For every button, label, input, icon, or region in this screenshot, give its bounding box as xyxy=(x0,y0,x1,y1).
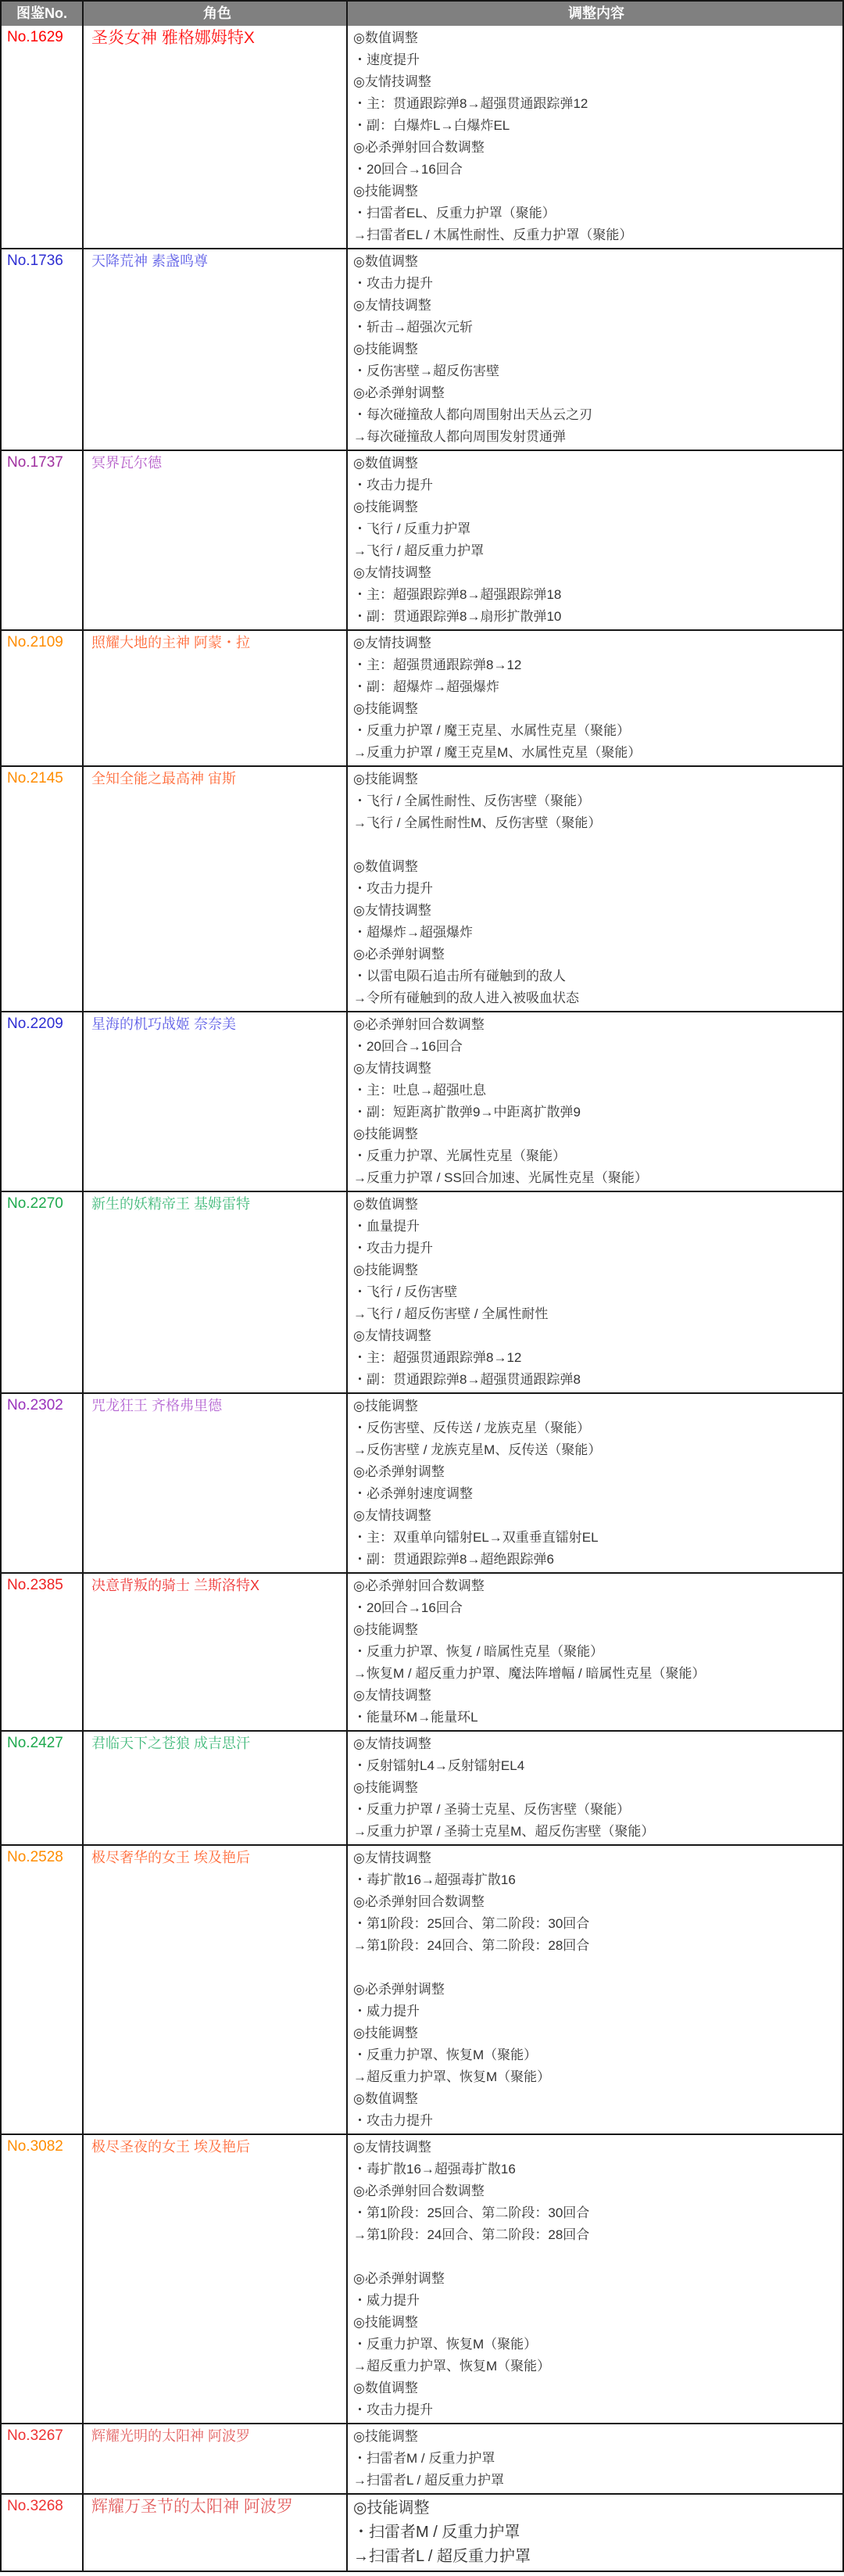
adjustments-cell xyxy=(348,451,842,629)
adjustment-line: ◎技能调整 xyxy=(353,184,418,199)
adjustment-line: →扫雷者L / 超反重力护罩 xyxy=(353,2548,531,2565)
catalog-no-cell xyxy=(2,1846,84,2134)
catalog-no-cell xyxy=(2,1574,84,1730)
adjustments-cell xyxy=(348,1192,842,1392)
character-name: 圣炎女神 雅格娜姆特X xyxy=(91,29,255,47)
adjustment-line: ◎必杀弹射调整 xyxy=(353,2271,445,2286)
character-name: 辉耀光明的太阳神 阿波罗 xyxy=(91,2428,250,2444)
character-name-cell xyxy=(84,249,348,450)
adjustment-line: ・扫雷者EL、反重力护罩（聚能） xyxy=(353,206,556,220)
character-name: 星海的机巧战姬 奈奈美 xyxy=(91,1016,236,1032)
character-name-cell xyxy=(84,2495,348,2571)
adjustment-line: ◎必杀弹射回合数调整 xyxy=(353,1894,485,1909)
adjustment-line: ◎友情技调整 xyxy=(353,74,431,89)
catalog-no-cell xyxy=(2,2135,84,2423)
adjustment-line: ・毒扩散16→超强毒扩散16 xyxy=(353,1872,516,1887)
character-name-cell xyxy=(84,451,348,629)
adjustment-line: ◎数值调整 xyxy=(353,254,418,269)
adjustment-line: ・攻击力提升 xyxy=(353,2113,433,2128)
adjustment-line: ◎友情技调整 xyxy=(353,298,431,313)
adjustment-line: ・反伤害壁、反传送 / 龙族克星（聚能） xyxy=(353,1421,591,1435)
catalog-no: No.2427 xyxy=(7,1735,63,1751)
adjustment-line: →反伤害壁 / 龙族克星M、反传送（聚能） xyxy=(353,1442,602,1457)
character-name: 新生的妖精帝王 基姆雷特 xyxy=(91,1196,250,1212)
table-row xyxy=(2,2423,842,2493)
adjustment-line: ・副：短距离扩散弹9→中距离扩散弹9 xyxy=(353,1105,581,1120)
adjustment-line: ◎数值调整 xyxy=(353,1197,418,1212)
adjustment-line: ◎友情技调整 xyxy=(353,903,431,918)
character-name: 冥界瓦尔德 xyxy=(91,455,162,471)
adjustment-line: →每次碰撞敌人都向周围发射贯通弹 xyxy=(353,429,566,444)
adjustment-line: ・副：贯通跟踪弹8→超强贯通跟踪弹8 xyxy=(353,1372,581,1387)
adjustment-line: ◎数值调整 xyxy=(353,456,418,471)
catalog-no: No.2270 xyxy=(7,1195,63,1212)
adjustment-line: ・血量提升 xyxy=(353,1219,420,1234)
adjustment-line: ・必杀弹射速度调整 xyxy=(353,1486,473,1501)
adjustment-line: ・主：吐息→超强吐息 xyxy=(353,1083,486,1098)
adjustments-cell xyxy=(348,1574,842,1730)
adjustment-line: ・第1阶段：25回合、第二阶段：30回合 xyxy=(353,1916,590,1931)
adjustments-cell xyxy=(348,1394,842,1572)
adjustment-line: ・反伤害壁→超反伤害壁 xyxy=(353,364,499,378)
adjustment-line: ・反重力护罩、恢复M（聚能） xyxy=(353,2337,538,2352)
adjustment-line: →超反重力护罩、恢复M（聚能） xyxy=(353,2069,551,2084)
adjustment-line: ◎技能调整 xyxy=(353,500,418,514)
adjustment-line: ・毒扩散16→超强毒扩散16 xyxy=(353,2162,516,2177)
adjustment-line: ・攻击力提升 xyxy=(353,1241,433,1256)
table-row xyxy=(2,1011,842,1191)
adjustments-cell xyxy=(348,1012,842,1191)
catalog-no: No.3267 xyxy=(7,2427,63,2444)
adjustment-line: →飞行 / 全属性耐性M、反伤害壁（聚能） xyxy=(353,815,602,830)
adjustment-line: ◎友情技调整 xyxy=(353,636,431,650)
adjustment-line: ◎技能调整 xyxy=(353,772,418,786)
adjustments-cell xyxy=(348,1732,842,1844)
adjustment-line: ・反重力护罩、光属性克星（聚能） xyxy=(353,1148,566,1163)
adjustment-line: ◎技能调整 xyxy=(353,1399,418,1413)
adjustment-line: ・20回合→16回合 xyxy=(353,162,463,177)
adjustment-line: ・20回合→16回合 xyxy=(353,1039,463,1054)
adjustment-line: ◎技能调整 xyxy=(353,2026,418,2040)
adjustment-line xyxy=(353,2246,839,2268)
character-header-cell: 角色 xyxy=(84,2,348,26)
adjustment-line: ・每次碰撞敌人都向周围射出天丛云之刃 xyxy=(353,407,592,422)
adjustment-line: ・主：双重单向镭射EL→双重垂直镭射EL xyxy=(353,1530,599,1545)
adjustment-line: ・主：超强贯通跟踪弹8→12 xyxy=(353,1350,522,1365)
adjustment-line: →恢复M / 超反重力护罩、魔法阵增幅 / 暗属性克星（聚能） xyxy=(353,1666,706,1681)
character-name: 极尽圣夜的女王 埃及艳后 xyxy=(91,2139,250,2155)
character-name: 全知全能之最高神 宙斯 xyxy=(91,771,236,786)
catalog-no: No.2528 xyxy=(7,1849,63,1865)
character-name-cell xyxy=(84,1732,348,1844)
adjustment-line: ・威力提升 xyxy=(353,2293,420,2308)
adjustment-line: →飞行 / 超反重力护罩 xyxy=(353,543,485,558)
adjustments-header-cell: 调整内容 xyxy=(348,2,842,26)
adjustment-line: →第1阶段：24回合、第二阶段：28回合 xyxy=(353,1938,590,1953)
adjustment-line: →反重力护罩 / 圣骑士克星M、超反伤害壁（聚能） xyxy=(353,1824,655,1839)
adjustment-line: ◎必杀弹射回合数调整 xyxy=(353,1017,485,1032)
adjustment-line: →反重力护罩 / 魔王克星M、水属性克星（聚能） xyxy=(353,745,642,760)
adjustment-line: ・反重力护罩、恢复M（聚能） xyxy=(353,2048,538,2062)
table-header-row xyxy=(2,2,842,26)
adjustment-line: ・副：贯通跟踪弹8→超绝跟踪弹6 xyxy=(353,1552,554,1567)
adjustment-line: ◎友情技调整 xyxy=(353,1061,431,1076)
adjustment-line: ・扫雷者M / 反重力护罩 xyxy=(353,2451,495,2466)
table-row xyxy=(2,1844,842,2134)
adjustment-line: ◎友情技调整 xyxy=(353,565,431,580)
adjustment-line: ◎必杀弹射回合数调整 xyxy=(353,140,485,155)
character-name-cell xyxy=(84,1192,348,1392)
adjustments-cell xyxy=(348,631,842,765)
adjustment-line: ・威力提升 xyxy=(353,2004,420,2019)
adjustment-line: ◎技能调整 xyxy=(353,1622,418,1637)
catalog-no: No.2302 xyxy=(7,1397,63,1413)
catalog-no-cell xyxy=(2,767,84,1011)
character-name-cell xyxy=(84,1012,348,1191)
character-name-cell xyxy=(84,2135,348,2423)
character-name: 君临天下之苍狼 成吉思汗 xyxy=(91,1736,250,1751)
table-row xyxy=(2,26,842,248)
character-name-cell xyxy=(84,631,348,765)
adjustment-line: ◎技能调整 xyxy=(353,1263,418,1277)
adjustments-cell xyxy=(348,2135,842,2423)
adjustment-line: ◎技能调整 xyxy=(353,342,418,356)
adjustments-cell xyxy=(348,2424,842,2493)
character-name: 照耀大地的主神 阿蒙・拉 xyxy=(91,635,250,650)
catalog-no: No.1629 xyxy=(7,29,63,45)
catalog-no-cell xyxy=(2,26,84,248)
character-name: 咒龙狂王 齐格弗里德 xyxy=(91,1398,223,1413)
catalog-no-cell xyxy=(2,1012,84,1191)
character-name-cell xyxy=(84,2424,348,2493)
adjustment-line: →令所有碰触到的敌人进入被吸血状态 xyxy=(353,991,579,1005)
adjustment-line: ・主：超强跟踪弹8→超强跟踪弹18 xyxy=(353,587,562,602)
adjustment-line: ・超爆炸→超强爆炸 xyxy=(353,925,473,940)
adjustment-line: ・副：超爆炸→超强爆炸 xyxy=(353,679,499,694)
adjustment-line: ・能量环M→能量环L xyxy=(353,1710,478,1725)
adjustment-line: ◎必杀弹射调整 xyxy=(353,1464,445,1479)
adjustment-line: ・20回合→16回合 xyxy=(353,1600,463,1615)
table-body xyxy=(2,26,842,2571)
adjustment-line: ◎必杀弹射调整 xyxy=(353,1982,445,1997)
adjustment-line: ◎技能调整 xyxy=(353,701,418,716)
table-row xyxy=(2,629,842,765)
table-row xyxy=(2,2134,842,2423)
adjustment-line: ・反重力护罩 / 魔王克星、水属性克星（聚能） xyxy=(353,723,631,738)
character-name: 极尽奢华的女王 埃及艳后 xyxy=(91,1850,250,1865)
adjustment-line: ◎技能调整 xyxy=(353,2315,418,2330)
adjustment-line: ◎技能调整 xyxy=(353,2499,430,2517)
catalog-no: No.3082 xyxy=(7,2138,63,2155)
catalog-no: No.1736 xyxy=(7,253,63,269)
adjustment-line: →扫雷者EL / 木属性耐性、反重力护罩（聚能） xyxy=(353,228,633,242)
adjustment-line: ・反重力护罩 / 圣骑士克星、反伤害壁（聚能） xyxy=(353,1802,631,1817)
adjustment-line: ・飞行 / 反伤害壁 xyxy=(353,1284,458,1299)
table-row xyxy=(2,1572,842,1730)
adjustment-line: →飞行 / 超反伤害壁 / 全属性耐性 xyxy=(353,1306,549,1321)
adjustment-line: ・第1阶段：25回合、第二阶段：30回合 xyxy=(353,2205,590,2220)
catalog-no-cell xyxy=(2,1732,84,1844)
character-name-cell xyxy=(84,1394,348,1572)
adjustment-line xyxy=(353,1957,839,1979)
catalog-no: No.1737 xyxy=(7,454,63,471)
table-row xyxy=(2,248,842,450)
catalog-no: No.2385 xyxy=(7,1577,63,1593)
adjustment-line: ・主：超强贯通跟踪弹8→12 xyxy=(353,657,522,672)
adjustment-line: ・攻击力提升 xyxy=(353,881,433,896)
catalog-no: No.2109 xyxy=(7,634,63,650)
adjustment-line: ・反重力护罩、恢复 / 暗属性克星（聚能） xyxy=(353,1644,604,1659)
catalog-no-cell xyxy=(2,631,84,765)
adjustment-line: ◎友情技调整 xyxy=(353,1508,431,1523)
adjustment-line: ◎友情技调整 xyxy=(353,1688,431,1703)
adjustment-line: ◎友情技调整 xyxy=(353,2140,431,2155)
adjustment-line: ◎数值调整 xyxy=(353,2381,418,2395)
adjustment-line: ◎技能调整 xyxy=(353,1127,418,1141)
table-row xyxy=(2,1730,842,1844)
adjustment-line: ・副：白爆炸L→白爆炸EL xyxy=(353,118,510,133)
adjustment-line: ・攻击力提升 xyxy=(353,2402,433,2417)
adjustments-cell xyxy=(348,26,842,248)
adjustment-line: ◎技能调整 xyxy=(353,2429,418,2444)
character-name-cell xyxy=(84,767,348,1011)
adjustment-line: ・攻击力提升 xyxy=(353,276,433,291)
adjustment-line: ・速度提升 xyxy=(353,52,420,67)
adjustment-line: ◎必杀弹射回合数调整 xyxy=(353,1578,485,1593)
adjustment-line: →超反重力护罩、恢复M（聚能） xyxy=(353,2359,551,2374)
adjustment-line xyxy=(353,834,839,856)
adjustment-line: ・飞行 / 全属性耐性、反伤害壁（聚能） xyxy=(353,794,591,808)
adjustments-cell xyxy=(348,1846,842,2134)
adjustment-line: ・攻击力提升 xyxy=(353,478,433,493)
table-row xyxy=(2,2493,842,2571)
adjustment-line: →扫雷者L / 超反重力护罩 xyxy=(353,2473,504,2488)
catalog-no-cell xyxy=(2,451,84,629)
adjustment-line: ◎数值调整 xyxy=(353,30,418,45)
adjustments-cell xyxy=(348,767,842,1011)
adjustment-line: ・飞行 / 反重力护罩 xyxy=(353,521,471,536)
adjustment-line: ◎必杀弹射调整 xyxy=(353,947,445,962)
adjustment-line: ◎必杀弹射回合数调整 xyxy=(353,2184,485,2198)
adjustment-line: ◎数值调整 xyxy=(353,859,418,874)
catalog-no-cell xyxy=(2,1394,84,1572)
table-row xyxy=(2,765,842,1011)
adjustment-line: ・以雷电陨石追击所有碰触到的敌人 xyxy=(353,969,566,983)
character-name-cell xyxy=(84,26,348,248)
adjustment-line: ◎必杀弹射调整 xyxy=(353,385,445,400)
adjustment-line: →反重力护罩 / SS回合加速、光属性克星（聚能） xyxy=(353,1170,648,1185)
adjustment-line: ・斩击→超强次元斩 xyxy=(353,320,473,335)
character-name: 辉耀万圣节的太阳神 阿波罗 xyxy=(91,2498,293,2516)
table-row xyxy=(2,450,842,629)
catalog-no-cell xyxy=(2,2424,84,2493)
adjustments-cell xyxy=(348,249,842,450)
adjustment-line: ◎友情技调整 xyxy=(353,1328,431,1343)
adjustment-line: ・反射镭射L4→反射镭射EL4 xyxy=(353,1758,525,1773)
catalog-no-cell xyxy=(2,249,84,450)
character-name: 决意背叛的骑士 兰斯洛特X xyxy=(91,1578,260,1593)
catalog-no-header-cell: 图鉴No. xyxy=(2,2,84,26)
table-row xyxy=(2,1392,842,1572)
adjustment-line: ・副：贯通跟踪弹8→扇形扩散弹10 xyxy=(353,609,562,624)
character-name: 天降荒神 素盏鸣尊 xyxy=(91,253,209,269)
character-name-cell xyxy=(84,1574,348,1730)
catalog-no: No.2145 xyxy=(7,770,63,786)
adjustment-line: →第1阶段：24回合、第二阶段：28回合 xyxy=(353,2227,590,2242)
table-row xyxy=(2,1191,842,1392)
catalog-no: No.3268 xyxy=(7,2498,63,2514)
adjustment-line: ・扫雷者M / 反重力护罩 xyxy=(353,2524,520,2541)
catalog-no-cell xyxy=(2,1192,84,1392)
adjustment-line: ・主：贯通跟踪弹8→超强贯通跟踪弹12 xyxy=(353,96,588,111)
adjustment-line: ◎友情技调整 xyxy=(353,1736,431,1751)
adjustment-line: ◎数值调整 xyxy=(353,2091,418,2106)
catalog-no: No.2209 xyxy=(7,1016,63,1032)
adjustment-line: ◎技能调整 xyxy=(353,1780,418,1795)
adjustment-line: ◎友情技调整 xyxy=(353,1850,431,1865)
catalog-no-cell xyxy=(2,2495,84,2571)
character-name-cell xyxy=(84,1846,348,2134)
adjustments-cell xyxy=(348,2495,842,2571)
